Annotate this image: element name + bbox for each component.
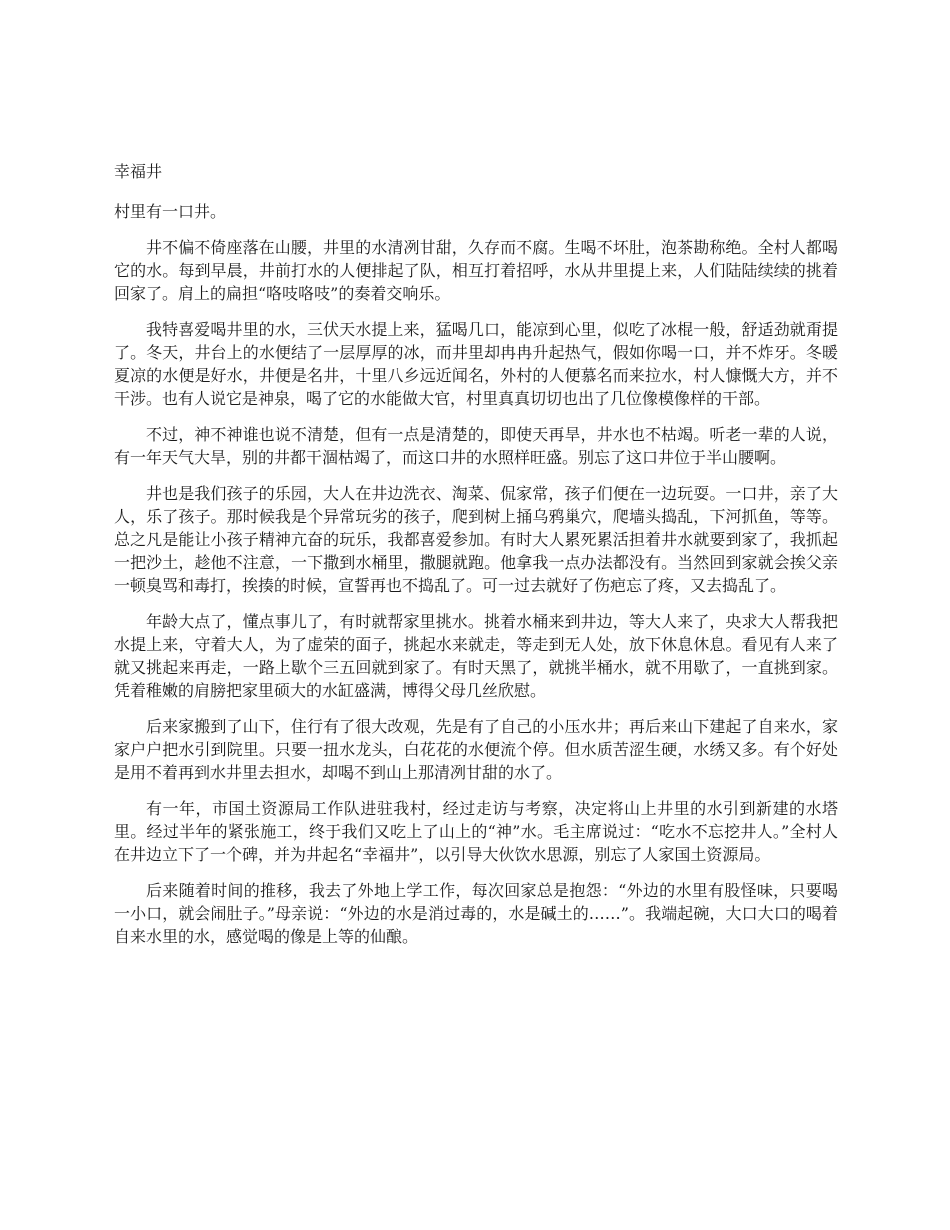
paragraph-7: 后来家搬到了山下，住行有了很大改观，先是有了自己的小压水井；再后来山下建起了自来水，家家户户把水引到院里。只要一扭水龙头，白花花的水便流个停。但水质苦涩生硬，水绣又多。有个好处是用不着再到水井里去担水，却喝不到山上那清冽甘甜的水了。 [114, 717, 838, 782]
paragraph-2: 井不偏不倚座落在山腰，井里的水清冽甘甜，久存而不腐。生喝不坏肚，泡茶勘称绝。全村人都喝它的水。每到早晨，井前打水的人便排起了队，相互打着招呼，水从井里提上来，人们陆陆续续的挑着回家了。肩上的扁担“咯吱咯吱”的奏着交响乐。 [114, 238, 838, 303]
paragraph-6: 年龄大点了，懂点事儿了，有时就帮家里挑水。挑着水桶来到井边，等大人来了，央求大人帮我把水提上来，守着大人，为了虚荣的面子，挑起水来就走，等走到无人处，放下休息休息。看见有人来了就又挑起来再走，一路上歇个三五回就到家了。有时天黑了，就挑半桶水，就不用歇了，一直挑到家。凭着稚嫩的肩膀把家里硕大的水缸盛满，博得父母几丝欣慰。 [114, 612, 838, 700]
paragraph-9: 后来随着时间的推移，我去了外地上学工作，每次回家总是抱怨：“外边的水里有股怪味，只要喝一小口，就会闹肚子。”母亲说：“外边的水是消过毒的，水是碱土的……”。我端起碗，大口大口的喝着自来水里的水，感觉喝的像是上等的仙酿。 [114, 881, 838, 946]
paragraph-4: 不过，神不神谁也说不清楚，但有一点是清楚的，即使天再旱，井水也不枯竭。听老一辈的人说，有一年天气大旱，别的井都干涸枯竭了，而这口井的水照样旺盛。别忘了这口井位于半山腰啊。 [114, 425, 838, 467]
document-title: 幸福井 [114, 162, 163, 181]
paragraph-1: 村里有一口井。 [114, 202, 227, 221]
paragraph-3: 我特喜爱喝井里的水，三伏天水提上来，猛喝几口，能凉到心里，似吃了冰棍一般，舒适劲就甭提了。冬天，井台上的水便结了一层厚厚的冰，而井里却冉冉升起热气，假如你喝一口，并不炸牙。冬暖夏凉的水便是好水，井便是名井，十里八乡远近闻名，外村的人便慕名而来拉水，村人慷慨大方，并不干涉。也有人说它是神泉，喝了它的水能做大官，村里真真切切也出了几位像模像样的干部。 [114, 320, 838, 408]
paragraph-8: 有一年，市国土资源局工作队进驻我村，经过走访与考察，决定将山上井里的水引到新建的水塔里。经过半年的紧张施工，终于我们又吃上了山上的“神”水。毛主席说过：“吃水不忘挖井人。”全村人在井边立下了一个碑，并为井起名“幸福井”，以引导大伙饮水思源，别忘了人家国土资源局。 [114, 799, 838, 864]
paragraph-5: 井也是我们孩子的乐园，大人在井边洗衣、淘菜、侃家常，孩子们便在一边玩耍。一口井，亲了大人，乐了孩子。那时候我是个异常玩劣的孩子，爬到树上捅乌鸦巢穴，爬墙头捣乱，下河抓鱼，等等。总之凡是能让小孩子精神亢奋的玩乐，我都喜爱参加。有时大人累死累活担着井水就要到家了，我抓起一把沙土，趁他不注意，一下撒到水桶里，撒腿就跑。他拿我一点办法都没有。当然回到家就会挨父亲一顿臭骂和毒打，挨揍的时候，宣誓再也不捣乱了。可一过去就好了伤疤忘了疼，又去捣乱了。 [114, 484, 838, 595]
document-page [114, 160, 838, 961]
